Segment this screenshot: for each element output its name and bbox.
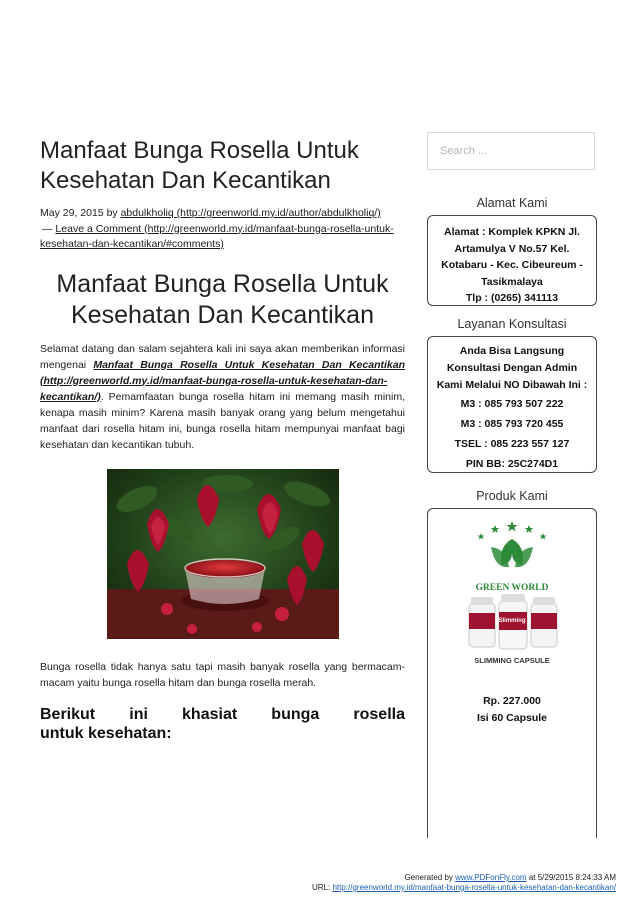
alamat-line: Tasikmalaya <box>481 275 543 288</box>
meta-dash: — <box>42 222 53 235</box>
layanan-line: Konsultasi Dengan Admin <box>446 362 578 374</box>
product-quantity: Isi 60 Capsule <box>476 712 548 724</box>
alamat-box <box>427 215 597 306</box>
author-link[interactable]: abdulkholiq (http://greenworld.my.id/author/abdulkholiq/) <box>120 207 381 219</box>
rosella-illustration <box>107 469 339 639</box>
comment-link[interactable]: Leave a Comment (http://greenworld.my.id/manfaat-bunga-rosella-untuk-kesehatan-dan-kecantikan/#comments) <box>40 222 394 250</box>
alamat-phone: Tlp : (0265) 341113 <box>465 292 559 304</box>
produk-title: Produk Kami <box>476 489 548 503</box>
layanan-line: Anda Bisa Langsung <box>459 345 565 357</box>
generated-prefix: Generated by <box>404 873 453 882</box>
bottle-label: Slimming <box>498 618 526 624</box>
search-box[interactable] <box>427 132 595 170</box>
pdfonfly-link[interactable]: www.PDFonFly.com <box>455 873 527 882</box>
alamat-title: Alamat Kami <box>476 196 548 210</box>
url-label: URL: <box>311 883 331 892</box>
intro-text-before: Selamat datang dan salam sejahtera kali ini saya akan memberikan informasi mengenai <box>40 342 405 371</box>
green-world-logo-icon <box>451 517 573 677</box>
generated-suffix: at 5/29/2015 8:24:33 AM <box>528 873 616 882</box>
phone-m3-2: M3 : 085 793 720 455 <box>460 418 564 430</box>
generated-line <box>312 873 616 883</box>
produk-box <box>427 508 597 838</box>
layanan-title: Layanan Konsultasi <box>457 317 567 331</box>
phone-m3-1: M3 : 085 793 507 222 <box>460 398 564 410</box>
rosella-photo <box>107 469 339 639</box>
url-line <box>312 883 616 893</box>
sub-heading <box>40 705 405 743</box>
sub-heading-line2: untuk kesehatan: <box>40 724 172 742</box>
alamat-line: Kotabaru - Kec. Cibeureum - <box>441 259 583 271</box>
layanan-box <box>427 336 597 473</box>
article-link[interactable]: Manfaat Bunga Rosella Untuk Kesehatan Dan Kecantikan (http://greenworld.my.id/manfaat-bunga-rosella-untuk-kesehatan-dan-kecantikan/) <box>40 358 405 403</box>
post-date: May 29, 2015 <box>40 207 104 219</box>
alamat-line: Alamat : Komplek KPKN Jl. <box>444 226 580 238</box>
pin-bb: PIN BB: 25C274D1 <box>465 458 559 470</box>
post-title: Manfaat Bunga Rosella Untuk Kesehatan Dan Kecantikan <box>40 137 359 194</box>
sub-heading-line1: Berikut ini khasiat bunga rosella <box>40 705 405 723</box>
intro-text-after: . Pemamfaatan bunga rosella hitam ini memang masih minim, kenapa masih minim? Karena masih banyak orang yang belum mengetahui manfaat dari rosella hitam ini, bunga rosella hitam mempunyai manfaat bagi kesehatan dan kecantikan tubuh. <box>40 390 405 451</box>
phone-tsel: TSEL : 085 223 557 127 <box>454 438 570 450</box>
main-content <box>40 136 405 743</box>
paragraph-2: Bunga rosella tidak hanya satu tapi masih banyak rosella yang bermacam-macam yaitu bunga rosella hitam dan bunga rosella merah. <box>40 660 405 689</box>
by-label: by <box>106 207 118 219</box>
search-input[interactable] <box>428 133 590 169</box>
product-image <box>451 517 573 677</box>
layanan-line: Kami Melalui NO Dibawah Ini : <box>436 379 588 391</box>
content-title: Manfaat Bunga Rosella Untuk Kesehatan Dan Kecantikan <box>56 269 389 329</box>
product-price: Rp. 227.000 <box>483 695 541 707</box>
sidebar <box>427 132 597 838</box>
alamat-line: Artamulya V No.57 Kel. <box>454 242 570 255</box>
product-caption: SLIMMING CAPSULE <box>474 656 550 665</box>
pdf-footer <box>312 873 616 893</box>
post-meta <box>40 206 405 253</box>
green-world-logo-text: GREEN WORLD <box>475 583 549 593</box>
intro-paragraph <box>40 341 405 453</box>
source-url-link[interactable]: http://greenworld.my.id/manfaat-bunga-rosella-untuk-kesehatan-dan-kecantikan/ <box>332 883 616 892</box>
